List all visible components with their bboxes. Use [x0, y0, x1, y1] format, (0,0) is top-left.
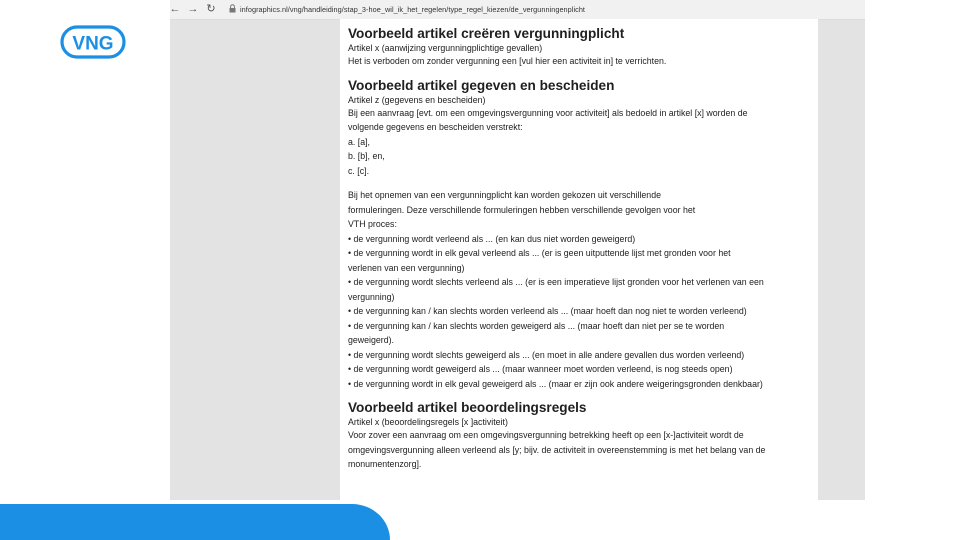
- section-subtitle: Artikel x (beoordelingsregels [x ]activiteit): [348, 417, 508, 427]
- text-line: Voor zover een aanvraag om een omgevingsvergunning betrekking heeft op een [x-]activiteit wordt de: [348, 430, 744, 440]
- section-subtitle: Artikel x (aanwijzing vergunningplichtige gevallen): [348, 43, 543, 53]
- vng-logo-graphic: [60, 25, 126, 59]
- bullet-item: • de vergunning wordt verleend als ... (en kan dus niet worden geweigerd): [348, 233, 636, 244]
- vng-logo: [60, 25, 126, 59]
- lock-icon: [226, 4, 238, 15]
- back-arrow-icon[interactable]: ←: [170, 3, 181, 15]
- bullet-item: verlenen van een vergunning): [348, 262, 465, 273]
- bullet-item: geweigerd).: [348, 335, 394, 345]
- text-line: monumentenzorg].: [348, 459, 422, 469]
- url-text[interactable]: infographics.nl/vng/handleiding/stap_3-hoe_wil_ik_het_regelen/type_regel_kiezen/de_vergunningenplicht: [240, 5, 586, 14]
- browser-address-bar: [170, 0, 865, 20]
- text-line: Bij het opnemen van een vergunningplicht kan worden gekozen uit verschillende: [348, 190, 661, 200]
- bottom-accent-shape: [0, 504, 390, 540]
- reload-icon[interactable]: ↻: [206, 3, 216, 15]
- bullet-item: • de vergunning wordt geweigerd als ... (maar wanneer moet worden verleend, is nog steeds open): [348, 364, 733, 374]
- bullet-item: • de vergunning kan / kan slechts worden geweigerd als ... (maar hoeft dan niet per se te worden: [348, 320, 725, 331]
- bullet-item: • de vergunning wordt slechts verleend als ... (er is een imperatieve lijst gronden voor het verlenen van een: [348, 277, 764, 287]
- vng-logo-text: VNG: [72, 33, 114, 55]
- text-line: Het is verboden om zonder vergunning een [vul hier een activiteit in] te verrichten.: [348, 56, 667, 66]
- section-subtitle: Artikel z (gegevens en bescheiden): [348, 94, 486, 105]
- section-title-beoordelingsregels: Voorbeeld artikel beoordelingsregels: [348, 400, 587, 415]
- bullet-item: • de vergunning kan / kan slechts worden verleend als ... (maar hoeft dan nog niet te worden verleend): [348, 306, 747, 316]
- section-title-vergunningplicht: Voorbeeld artikel creëren vergunningplicht: [348, 26, 625, 41]
- bullet-item: • de vergunning wordt in elk geval verleend als ... (er is geen uitputtende lijst met gronden voor het: [348, 248, 731, 258]
- bullet-item: • de vergunning wordt slechts geweigerd als ... (en moet in alle andere gevallen dus worden verleend): [348, 349, 745, 360]
- web-page-content: [340, 19, 818, 500]
- text-line: formuleringen. Deze verschillende formuleringen hebben verschillende gevolgen voor het: [348, 204, 696, 215]
- list-item: a. [a],: [348, 136, 371, 147]
- article-content: [348, 25, 818, 472]
- text-line: VTH proces:: [348, 219, 397, 229]
- text-line: omgevingsvergunning alleen verleend als [y; bijv. de activiteit in overeenstemming is met het belang van de: [348, 444, 766, 455]
- text-line: Bij een aanvraag [evt. om een omgevingsvergunning voor activiteit] als bedoeld in artikel [x] worden de: [348, 107, 748, 118]
- bullet-item: vergunning): [348, 291, 395, 302]
- list-item: b. [b], en,: [348, 151, 385, 161]
- forward-arrow-icon[interactable]: →: [187, 3, 199, 15]
- section-title-gegevens: Voorbeeld artikel gegeven en bescheiden: [348, 77, 615, 93]
- list-item: c. [c].: [348, 165, 370, 176]
- bullet-item: • de vergunning wordt in elk geval geweigerd als ... (maar er zijn ook andere weigeringsgronden denkbaar): [348, 378, 763, 389]
- text-line: volgende gegevens en bescheiden verstrekt:: [348, 122, 523, 132]
